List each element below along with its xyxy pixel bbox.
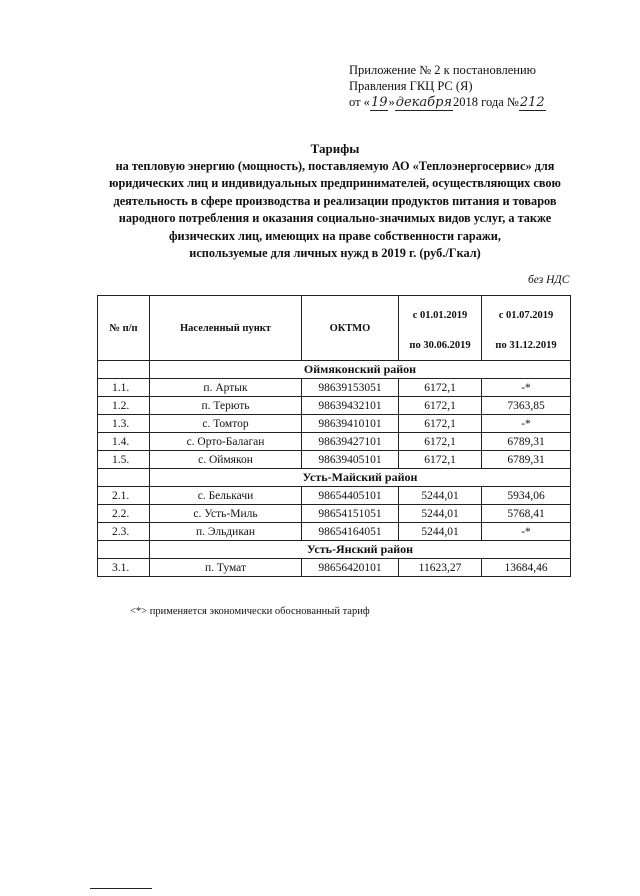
appendix-header <box>349 62 546 111</box>
row-tariff-h1: 6172,1 <box>399 433 482 451</box>
row-tariff-h1: 5244,01 <box>399 523 482 541</box>
row-num: 1.3. <box>98 415 150 433</box>
row-num: 2.2. <box>98 505 150 523</box>
row-num: 1.2. <box>98 397 150 415</box>
district-row <box>98 361 571 379</box>
row-place: с. Томтор <box>150 415 302 433</box>
district-empty-cell <box>98 469 150 487</box>
district-empty-cell <box>98 541 150 559</box>
row-oktmo: 98656420101 <box>302 559 399 577</box>
row-tariff-h1: 6172,1 <box>399 415 482 433</box>
row-tariff-h1: 5244,01 <box>399 487 482 505</box>
row-oktmo: 98654164051 <box>302 523 399 541</box>
row-tariff-h2: -* <box>482 415 571 433</box>
row-num: 1.4. <box>98 433 150 451</box>
document-title <box>90 140 580 263</box>
row-num: 1.1. <box>98 379 150 397</box>
district-row <box>98 469 571 487</box>
table-row <box>98 559 571 577</box>
row-oktmo: 98639427101 <box>302 433 399 451</box>
row-tariff-h1: 6172,1 <box>399 451 482 469</box>
table-row <box>98 379 571 397</box>
row-place: с. Оймякон <box>150 451 302 469</box>
vat-note: без НДС <box>528 274 570 286</box>
row-num: 3.1. <box>98 559 150 577</box>
row-oktmo: 98639405101 <box>302 451 399 469</box>
row-tariff-h2: 13684,46 <box>482 559 571 577</box>
row-tariff-h2: -* <box>482 379 571 397</box>
row-tariff-h1: 11623,27 <box>399 559 482 577</box>
row-tariff-h2: 6789,31 <box>482 433 571 451</box>
table-row <box>98 487 571 505</box>
appendix-date-mid: » <box>388 95 395 109</box>
table-header-row <box>98 296 571 361</box>
row-place: с. Усть-Миль <box>150 505 302 523</box>
row-place: п. Артык <box>150 379 302 397</box>
row-oktmo: 98654151051 <box>302 505 399 523</box>
row-num: 2.1. <box>98 487 150 505</box>
appendix-year-text: 2018 года № <box>453 95 519 109</box>
header-num: № п/п <box>98 296 150 361</box>
table-row <box>98 523 571 541</box>
table-row <box>98 505 571 523</box>
handwritten-month: декабря <box>395 95 453 110</box>
row-place: п. Терють <box>150 397 302 415</box>
title-line: физических лиц, имеющих на праве собственности гаражи, <box>169 228 501 243</box>
table-row <box>98 433 571 451</box>
district-name: Усть-Янский район <box>150 541 571 559</box>
row-oktmo: 98639410101 <box>302 415 399 433</box>
row-tariff-h2: -* <box>482 523 571 541</box>
appendix-line-1: Приложение № 2 к постановлению <box>349 63 536 77</box>
table-row <box>98 451 571 469</box>
appendix-line-2: Правления ГКЦ РС (Я) <box>349 79 473 93</box>
district-empty-cell <box>98 361 150 379</box>
header-place: Населенный пункт <box>150 296 302 361</box>
district-name: Оймяконский район <box>150 361 571 379</box>
row-place: с. Орто-Балаган <box>150 433 302 451</box>
row-place: с. Белькачи <box>150 487 302 505</box>
row-tariff-h2: 7363,85 <box>482 397 571 415</box>
title-line: деятельность в сфере производства и реализации продуктов питания и товаров <box>113 193 557 208</box>
row-oktmo: 98654405101 <box>302 487 399 505</box>
district-name: Усть-Майский район <box>150 469 571 487</box>
row-tariff-h1: 6172,1 <box>399 379 482 397</box>
row-tariff-h2: 5768,41 <box>482 505 571 523</box>
bottom-divider <box>90 888 152 889</box>
title-line: на тепловую энергию (мощность), поставляемую АО «Теплоэнергосервис» для <box>115 158 555 173</box>
row-tariff-h1: 5244,01 <box>399 505 482 523</box>
tariff-table <box>97 295 571 577</box>
header-oktmo: ОКТМО <box>302 296 399 361</box>
appendix-date-prefix: от « <box>349 95 370 109</box>
table-row <box>98 415 571 433</box>
row-num: 1.5. <box>98 451 150 469</box>
title-line: используемые для личных нужд в 2019 г. (руб./Гкал) <box>189 246 481 260</box>
header-period-2 <box>482 296 571 361</box>
table-row <box>98 397 571 415</box>
header-period-1-from: с 01.01.2019 <box>412 310 468 321</box>
appendix-date-line <box>349 94 546 111</box>
row-place: п. Эльдикан <box>150 523 302 541</box>
row-place: п. Тумат <box>150 559 302 577</box>
row-tariff-h2: 6789,31 <box>482 451 571 469</box>
title-line: юридических лиц и индивидуальных предпринимателей, осуществляющих свою <box>109 176 561 190</box>
title-line: народного потребления и оказания социально-значимых видов услуг, а также <box>118 211 552 225</box>
row-oktmo: 98639153051 <box>302 379 399 397</box>
footnote: <*> применяется экономически обоснованный тариф <box>130 606 370 617</box>
header-period-1-to: по 30.06.2019 <box>409 340 471 351</box>
handwritten-day: 19 <box>370 95 388 110</box>
header-period-2-to: по 31.12.2019 <box>495 340 557 351</box>
row-oktmo: 98639432101 <box>302 397 399 415</box>
header-period-1 <box>399 296 482 361</box>
district-row <box>98 541 571 559</box>
handwritten-number: 212 <box>519 95 545 110</box>
row-tariff-h2: 5934,06 <box>482 487 571 505</box>
title-heading: Тарифы <box>310 141 360 156</box>
row-tariff-h1: 6172,1 <box>399 397 482 415</box>
header-period-2-from: с 01.07.2019 <box>498 310 554 321</box>
row-num: 2.3. <box>98 523 150 541</box>
